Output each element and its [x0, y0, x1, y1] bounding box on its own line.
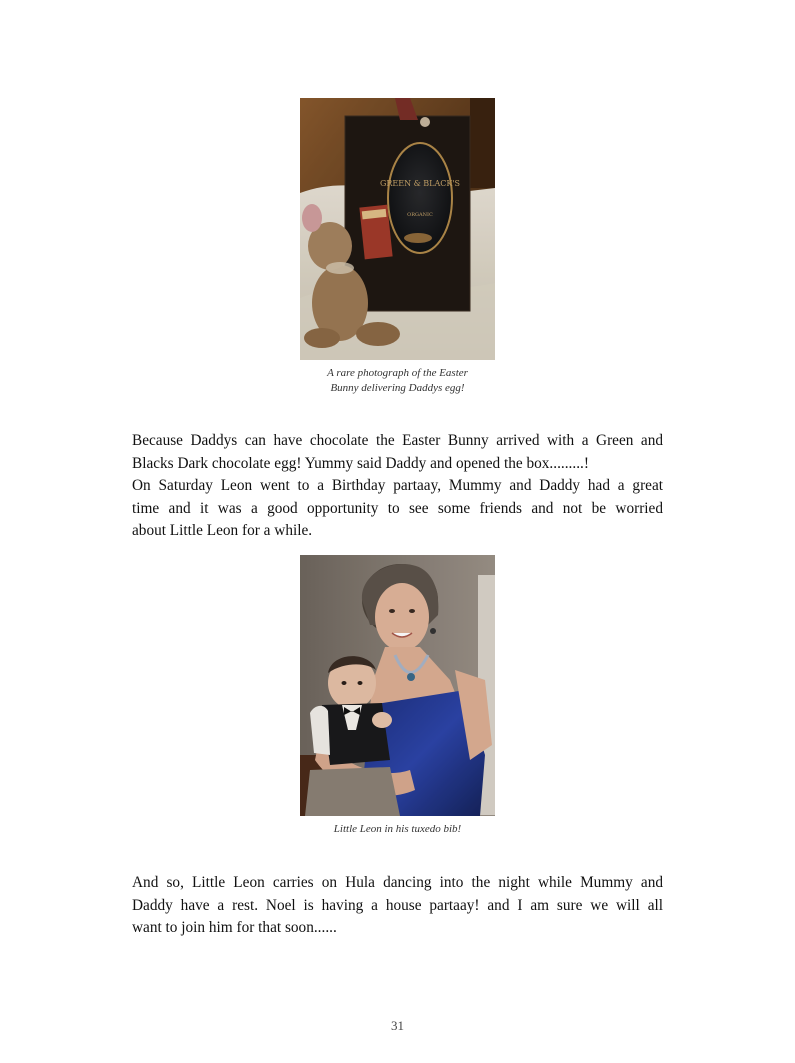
paragraph-line: Blacks Dark chocolate egg! Yummy said Daddy and opened the box.........! [132, 454, 589, 472]
photo-caption-leon [280, 822, 515, 837]
easter-bunny-photo [300, 98, 495, 360]
paragraph-hula [132, 872, 663, 940]
caption-line: Bunny delivering Daddys egg! [330, 382, 465, 394]
caption-line: A rare photograph of the Easter [327, 367, 468, 379]
box-brand-text: GREEN & BLACK'S [379, 179, 461, 188]
paragraph-easter [132, 430, 663, 543]
paragraph-line: time and it was a good opportunity to see some friends and not be worried [132, 499, 663, 517]
paragraph-line: Daddy have a rest. Noel is having a house partaay! and I am sure we will all [132, 896, 663, 914]
box-sub-text: ORGANIC [407, 212, 433, 218]
paragraph-line: about Little Leon for a while. [132, 522, 313, 539]
paragraph-line: Because Daddys can have chocolate the Easter Bunny arrived with a Green and [132, 432, 663, 449]
page-number: 31 [391, 1018, 404, 1033]
paragraph-line: want to join him for that soon...... [132, 919, 337, 936]
little-leon-photo [300, 555, 495, 816]
photo-caption-easter [290, 366, 505, 396]
caption-line: Little Leon in his tuxedo bib! [333, 823, 462, 835]
paragraph-line: On Saturday Leon went to a Birthday partaay, Mummy and Daddy had a great [132, 477, 663, 494]
paragraph-line: And so, Little Leon carries on Hula dancing into the night while Mummy and [132, 874, 663, 891]
